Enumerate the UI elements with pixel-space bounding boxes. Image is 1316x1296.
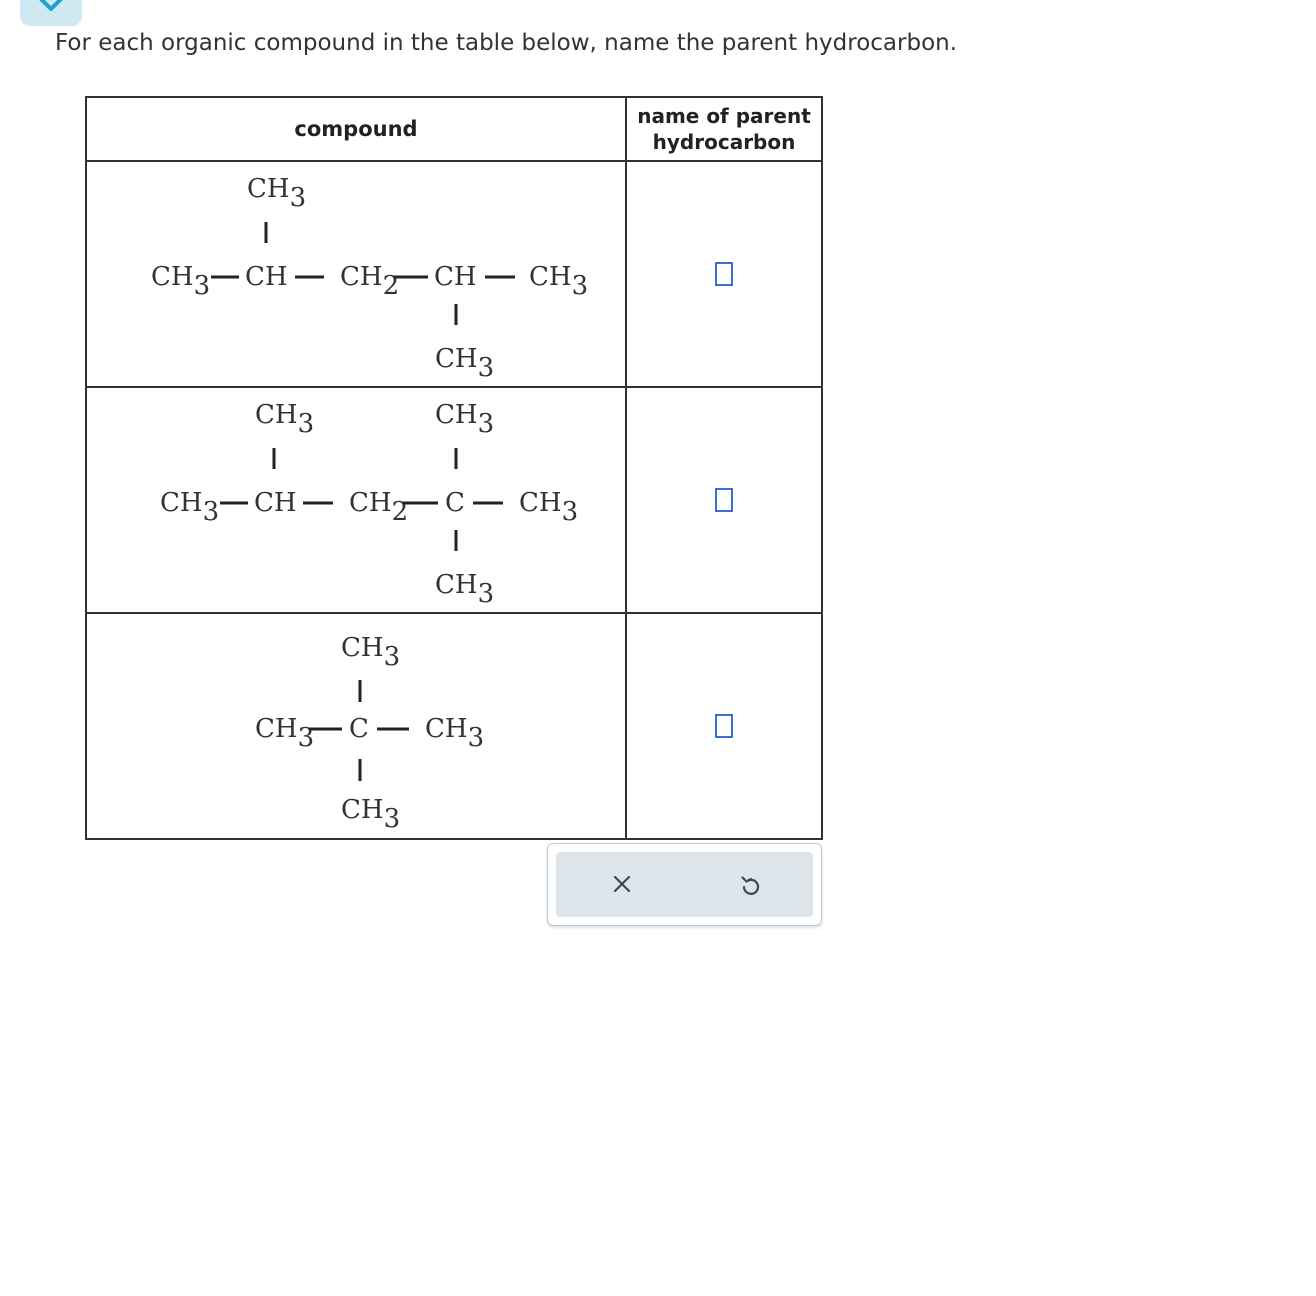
atom-c: C — [349, 714, 369, 744]
answer-cell — [626, 387, 822, 613]
atom-ch: CH — [245, 262, 288, 292]
structural-formula-2 — [87, 388, 625, 612]
table-header-row — [86, 97, 822, 161]
chevron-down-icon — [37, 0, 65, 12]
table-row — [86, 613, 822, 839]
undo-icon — [739, 873, 763, 897]
atom-c: C — [445, 488, 465, 518]
atom-ch: CH3 — [425, 714, 485, 753]
atom-ch: CH3 — [435, 400, 495, 439]
column-header-parent-name — [626, 97, 822, 161]
collapse-toggle[interactable] — [20, 0, 82, 26]
answer-cell — [626, 613, 822, 839]
header-line-2: hydrocarbon — [652, 130, 796, 154]
atom-ch: CH2 — [349, 488, 409, 527]
action-toolbar — [556, 852, 813, 917]
table-row — [86, 387, 822, 613]
atom-ch: CH3 — [529, 262, 589, 301]
atom-ch: CH3 — [519, 488, 579, 527]
table-row — [86, 161, 822, 387]
compound-cell — [86, 387, 626, 613]
atom-ch: CH3 — [247, 174, 307, 213]
compound-cell — [86, 161, 626, 387]
structural-formula-1 — [87, 162, 625, 386]
atom-ch: CH3 — [255, 714, 315, 753]
undo-button[interactable] — [739, 873, 763, 901]
header-line-1: name of parent — [637, 104, 811, 128]
answer-action-panel — [547, 843, 822, 926]
atom-ch: CH3 — [435, 344, 495, 383]
compound-table — [85, 96, 823, 840]
atom-ch: CH — [254, 488, 297, 518]
x-icon — [611, 873, 633, 895]
structural-formula-3 — [87, 614, 625, 838]
atom-ch: CH3 — [341, 795, 401, 834]
atom-ch: CH3 — [151, 262, 211, 301]
compound-cell — [86, 613, 626, 839]
atom-ch: CH3 — [435, 570, 495, 609]
answer-input-1[interactable] — [715, 262, 733, 286]
atom-ch: CH3 — [341, 633, 401, 672]
clear-button[interactable] — [611, 873, 633, 899]
atom-ch: CH2 — [340, 262, 400, 301]
answer-cell — [626, 161, 822, 387]
answer-input-3[interactable] — [715, 714, 733, 738]
column-header-compound: compound — [86, 97, 626, 161]
atom-ch: CH3 — [160, 488, 220, 527]
answer-input-2[interactable] — [715, 488, 733, 512]
question-prompt: For each organic compound in the table below, name the parent hydrocarbon. — [55, 30, 958, 56]
atom-ch: CH3 — [255, 400, 315, 439]
atom-ch: CH — [434, 262, 477, 292]
